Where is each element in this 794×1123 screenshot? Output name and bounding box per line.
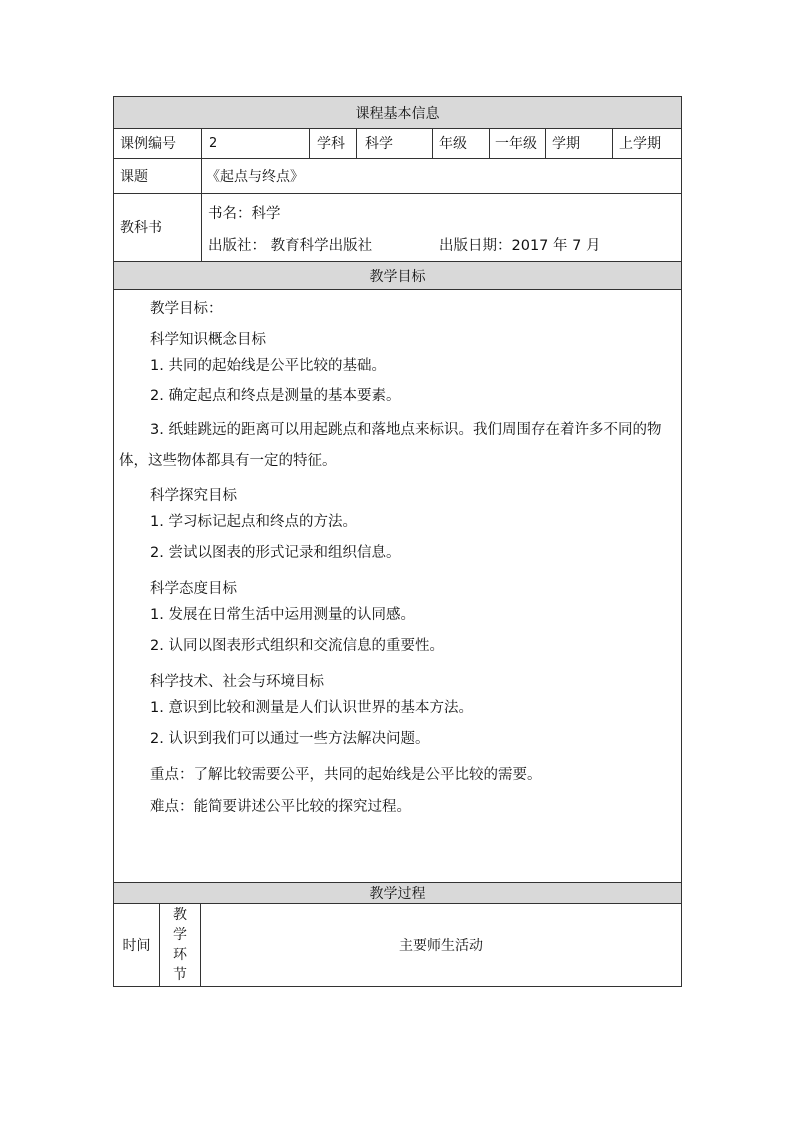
topic-label: 课题 — [120, 168, 148, 185]
basic-info-header-text: 课程基本信息 — [355, 105, 440, 122]
stage-char-3: 环 — [173, 947, 187, 963]
sts-item-1: 1. 意识到比较和测量是人们认识世界的基本方法。 — [150, 700, 473, 716]
case-number-value: 2 — [209, 135, 218, 151]
attitude-title: 科学态度目标 — [150, 581, 237, 597]
subject-value: 科学 — [365, 136, 393, 152]
basic-info-header — [114, 97, 681, 128]
difficulty-point: 难点：能简要讲述公平比较的探究过程。 — [150, 799, 411, 815]
term-label: 学期 — [552, 136, 580, 152]
process-header-text: 教学过程 — [369, 886, 426, 902]
stage-column-header — [160, 904, 200, 986]
topic-value: 《起点与终点》 — [206, 168, 304, 185]
activity-column-header: 主要师生活动 — [399, 938, 483, 954]
sts-item-2: 2. 认识到我们可以通过一些方法解决问题。 — [150, 731, 430, 747]
case-number-label: 课例编号 — [120, 136, 176, 152]
stage-char-4: 节 — [173, 967, 187, 983]
attitude-item-1: 1. 发展在日常生活中运用测量的认同感。 — [150, 607, 415, 623]
textbook-label: 教科书 — [120, 220, 162, 236]
term-value: 上学期 — [619, 136, 661, 152]
inquiry-title: 科学探究目标 — [150, 488, 237, 504]
subject-label: 学科 — [317, 136, 345, 152]
grade-label: 年级 — [439, 136, 467, 152]
stage-char-1: 教 — [173, 907, 187, 923]
lesson-info-table — [113, 96, 682, 987]
attitude-item-2: 2. 认同以图表形式组织和交流信息的重要性。 — [150, 638, 444, 654]
knowledge-item-3: 3. 纸蛙跳远的距离可以用起跳点和落地点来标识。我们周围存在着许多不同的物体，这些物体都具有一定的特征。 — [119, 422, 662, 469]
knowledge-title: 科学知识概念目标 — [150, 332, 266, 348]
stage-char-2: 学 — [173, 927, 187, 943]
grade-value: 一年级 — [495, 136, 537, 152]
book-name: 书名：科学 — [208, 206, 281, 222]
key-point: 重点：了解比较需要公平，共同的起始线是公平比较的需要。 — [150, 767, 542, 783]
objectives-header — [114, 262, 681, 289]
inquiry-item-1: 1. 学习标记起点和终点的方法。 — [150, 514, 357, 530]
objectives-header-text: 教学目标 — [369, 268, 426, 285]
time-column-header: 时间 — [122, 938, 151, 954]
publisher: 出版社： 教育科学出版社 — [208, 238, 373, 254]
sts-title: 科学技术、社会与环境目标 — [150, 674, 324, 690]
publish-date: 出版日期：2017 年 7 月 — [439, 238, 601, 254]
process-header — [114, 883, 681, 903]
knowledge-item-2: 2. 确定起点和终点是测量的基本要素。 — [150, 388, 401, 404]
objectives-intro: 教学目标： — [150, 301, 223, 317]
inquiry-item-2: 2. 尝试以图表的形式记录和组织信息。 — [150, 545, 401, 561]
knowledge-item-1: 1. 共同的起始线是公平比较的基础。 — [150, 358, 386, 374]
